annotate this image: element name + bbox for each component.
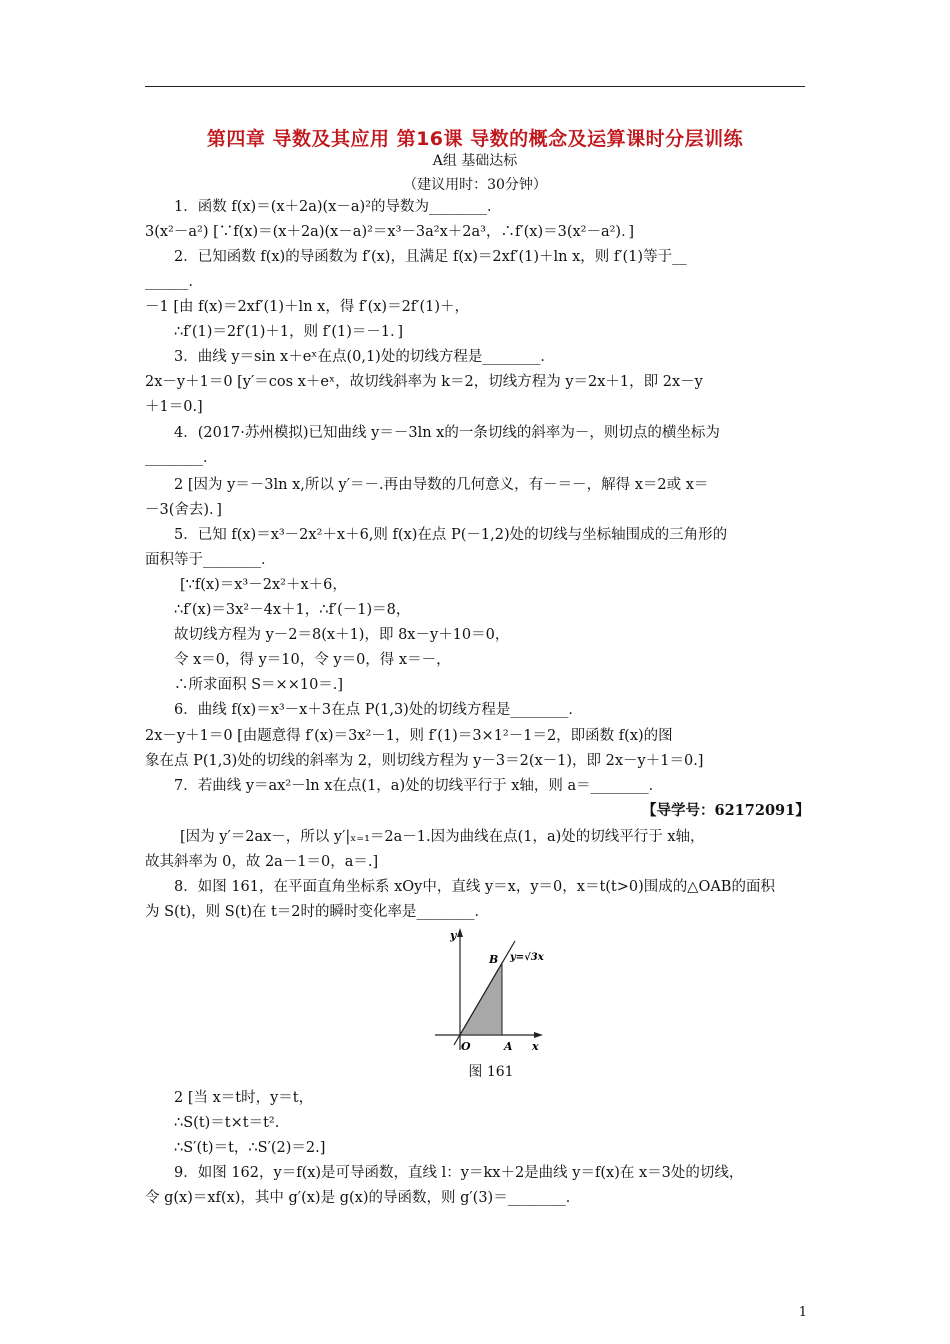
a5-line-5: ∴所求面积 S＝××10＝.] bbox=[174, 677, 344, 693]
a2-line-cont: ∴f′(1)＝2f′(1)＋1，则 f′(1)＝－1．] bbox=[174, 324, 404, 340]
q5-line: 5．已知 f(x)＝x³－2x²＋x＋6,则 f(x)在点 P(－1,2)处的切线与坐标轴围成的三角形的 bbox=[174, 527, 728, 543]
page-title: 第四章 导数及其应用 第16课 导数的概念及运算课时分层训练 bbox=[206, 128, 744, 150]
a4-line: 2 [因为 y＝－3ln x,所以 y′＝－.再由导数的几何意义，有－＝－，解得 x＝2或 x＝ bbox=[174, 477, 709, 493]
q8-line-cont: 为 S(t)，则 S(t)在 t＝2时的瞬时变化率是________． bbox=[145, 904, 490, 920]
q5-line-cont: 面积等于________． bbox=[145, 552, 276, 568]
a8-line-2: ∴S(t)＝t×t＝t². bbox=[174, 1115, 280, 1131]
q3-line: 3．曲线 y＝sin x＋eˣ在点(0,1)处的切线方程是________． bbox=[174, 349, 555, 365]
a5-line-1: [∵f(x)＝x³－2x²＋x＋6， bbox=[180, 577, 347, 593]
a5-line-3: 故切线方程为 y－2＝8(x＋1)，即 8x－y＋10＝0， bbox=[174, 627, 510, 643]
a7-line-cont: 故其斜率为 0，故 2a－1＝0，a＝.] bbox=[145, 854, 379, 870]
label-b: B bbox=[489, 953, 499, 966]
q2-line: 2．已知函数 f(x)的导函数为 f′(x)，且满足 f(x)＝2xf′(1)＋ln x，则 f′(1)等于__ bbox=[174, 249, 687, 265]
figure-caption: 图 161 bbox=[468, 1064, 514, 1080]
a7-line: [因为 y′＝2ax－，所以 y′|ₓ₌₁＝2a－1.因为曲线在点(1，a)处的切线平行于 x轴， bbox=[180, 829, 705, 845]
label-y: y bbox=[450, 929, 457, 942]
q4-line-cont: ________． bbox=[145, 450, 218, 466]
a5-line-4: 令 x＝0，得 y＝10，令 y＝0，得 x＝－， bbox=[174, 652, 451, 668]
figure-161 bbox=[430, 925, 550, 1055]
q2-line-cont: ______． bbox=[145, 274, 203, 290]
line-label: y=√3x bbox=[510, 952, 544, 963]
a6-line: 2x－y＋1＝0 [由题意得 f′(x)＝3x²－1，则 f′(1)＝3×1²－1＝2，即函数 f(x)的图 bbox=[145, 728, 673, 744]
q9-line-cont: 令 g(x)＝xf(x)，其中 g′(x)是 g(x)的导函数，则 g′(3)＝________． bbox=[145, 1190, 581, 1206]
a5-line-2: ∴f′(x)＝3x²－4x＋1，∴f′(－1)＝8， bbox=[174, 602, 411, 618]
time-hint: （建议用时：30分钟） bbox=[403, 177, 547, 193]
q7-line: 7．若曲线 y＝ax²－ln x在点(1，a)处的切线平行于 x轴，则 a＝________． bbox=[174, 778, 664, 794]
q8-line: 8．如图 161，在平面直角坐标系 xOy中，直线 y＝x，y＝0，x＝t(t>0)围成的△OAB的面积 bbox=[174, 879, 775, 895]
x-axis-arrow bbox=[534, 1032, 543, 1038]
label-o: O bbox=[461, 1040, 471, 1053]
label-x: x bbox=[532, 1040, 539, 1053]
a3-line-cont: ＋1＝0.] bbox=[145, 399, 203, 415]
group-label: A组 基础达标 bbox=[432, 153, 518, 169]
q1-line: 1．函数 f(x)＝(x＋2a)(x－a)²的导数为________． bbox=[174, 199, 502, 215]
a8-line-3: ∴S′(t)＝t，∴S′(2)＝2.] bbox=[174, 1140, 326, 1156]
label-a: A bbox=[504, 1040, 513, 1053]
a6-line-cont: 象在点 P(1,3)处的切线的斜率为 2，则切线方程为 y－3＝2(x－1)，即 2x－y＋1＝0.] bbox=[145, 753, 704, 769]
q6-line: 6．曲线 f(x)＝x³－x＋3在点 P(1,3)处的切线方程是________． bbox=[174, 702, 583, 718]
top-rule bbox=[145, 86, 805, 87]
study-code: 【导学号：62172091】 bbox=[642, 802, 810, 819]
q9-line: 9．如图 162，y＝f(x)是可导函数，直线 l：y＝kx＋2是曲线 y＝f(x)在 x＝3处的切线， bbox=[174, 1165, 744, 1181]
page-number: 1 bbox=[798, 1305, 807, 1320]
a2-line: －1 [由 f(x)＝2xf′(1)＋ln x，得 f′(x)＝2f′(1)＋， bbox=[145, 299, 470, 315]
a1-line: 3(x²－a²) [∵f(x)＝(x＋2a)(x－a)²＝x³－3a²x＋2a³，∴f′(x)＝3(x²－a²)．] bbox=[145, 224, 634, 240]
q4-line: 4．(2017·苏州模拟)已知曲线 y＝－3ln x的一条切线的斜率为－，则切点的横坐标为 bbox=[174, 425, 720, 441]
a4-line-cont: －3(舍去)．] bbox=[145, 502, 222, 518]
y-axis-arrow bbox=[457, 928, 463, 937]
a8-line-1: 2 [当 x＝t时，y＝t， bbox=[174, 1090, 314, 1106]
a3-line: 2x－y＋1＝0 [y′＝cos x＋eˣ，故切线斜率为 k＝2，切线方程为 y＝2x＋1，即 2x－y bbox=[145, 374, 703, 390]
